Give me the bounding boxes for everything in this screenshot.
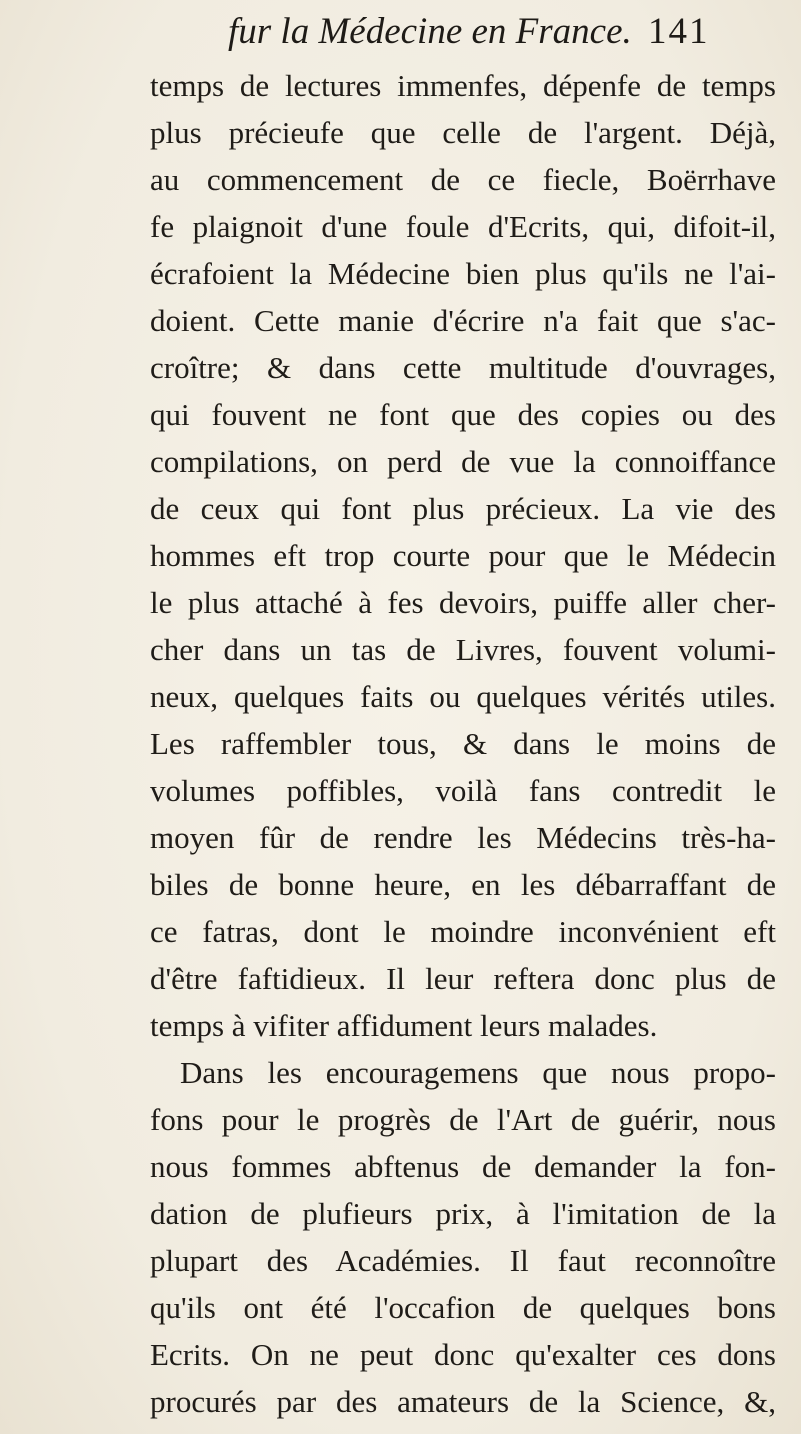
text-line: croître; & dans cette multitude d'ouvrages, [150, 350, 776, 385]
text-line: procurés par des amateurs de la Science, &, [150, 1384, 776, 1419]
text-line: neux, quelques faits ou quelques vérités utiles. [150, 679, 776, 714]
text-line: dation de plufieurs prix, à l'imitation de la [150, 1196, 776, 1231]
text-line: le plus attaché à fes devoirs, puiffe aller cher- [150, 585, 776, 620]
running-head [228, 8, 728, 56]
text-line: nous fommes abftenus de demander la fon- [150, 1149, 776, 1184]
text-line: Ecrits. On ne peut donc qu'exalter ces dons [150, 1337, 776, 1372]
running-title: fur la Médecine en France. [228, 11, 632, 52]
text-line: cher dans un tas de Livres, fouvent volumi- [150, 632, 776, 667]
text-line: écrafoient la Médecine bien plus qu'ils ne l'ai- [150, 256, 776, 291]
text-line: de ceux qui font plus précieux. La vie des [150, 491, 776, 526]
text-line: doient. Cette manie d'écrire n'a fait que s'ac- [150, 303, 776, 338]
text-line: fons pour le progrès de l'Art de guérir, nous [150, 1102, 776, 1137]
text-line: plupart des Académies. Il faut reconnoître [150, 1243, 776, 1278]
text-line: plus précieufe que celle de l'argent. Déjà, [150, 115, 776, 150]
text-line: fe plaignoit d'une foule d'Ecrits, qui, difoit-il, [150, 209, 776, 244]
text-line: ce fatras, dont le moindre inconvénient eft [150, 914, 776, 949]
body-text [150, 62, 776, 1432]
text-line: compilations, on perd de vue la connoiffance [150, 444, 776, 479]
text-line: Les raffembler tous, & dans le moins de [150, 726, 776, 761]
page-number: 141 [648, 11, 710, 52]
text-line: moyen fûr de rendre les Médecins très-ha- [150, 820, 776, 855]
text-line: au commencement de ce fiecle, Boërrhave [150, 162, 776, 197]
text-line: temps de lectures immenfes, dépenfe de temps [150, 68, 776, 103]
text-line: d'être faftidieux. Il leur reftera donc plus de [150, 961, 776, 996]
text-line: hommes eft trop courte pour que le Médecin [150, 538, 776, 573]
text-line: qui fouvent ne font que des copies ou des [150, 397, 776, 432]
text-line: biles de bonne heure, en les débarraffant de [150, 867, 776, 902]
text-line: volumes poffibles, voilà fans contredit le [150, 773, 776, 808]
text-line: qu'ils ont été l'occafion de quelques bons [150, 1290, 776, 1325]
text-line: temps à vifiter affidument leurs malades. [150, 1008, 658, 1043]
paragraph-start-line: Dans les encouragemens que nous propo- [180, 1055, 776, 1090]
